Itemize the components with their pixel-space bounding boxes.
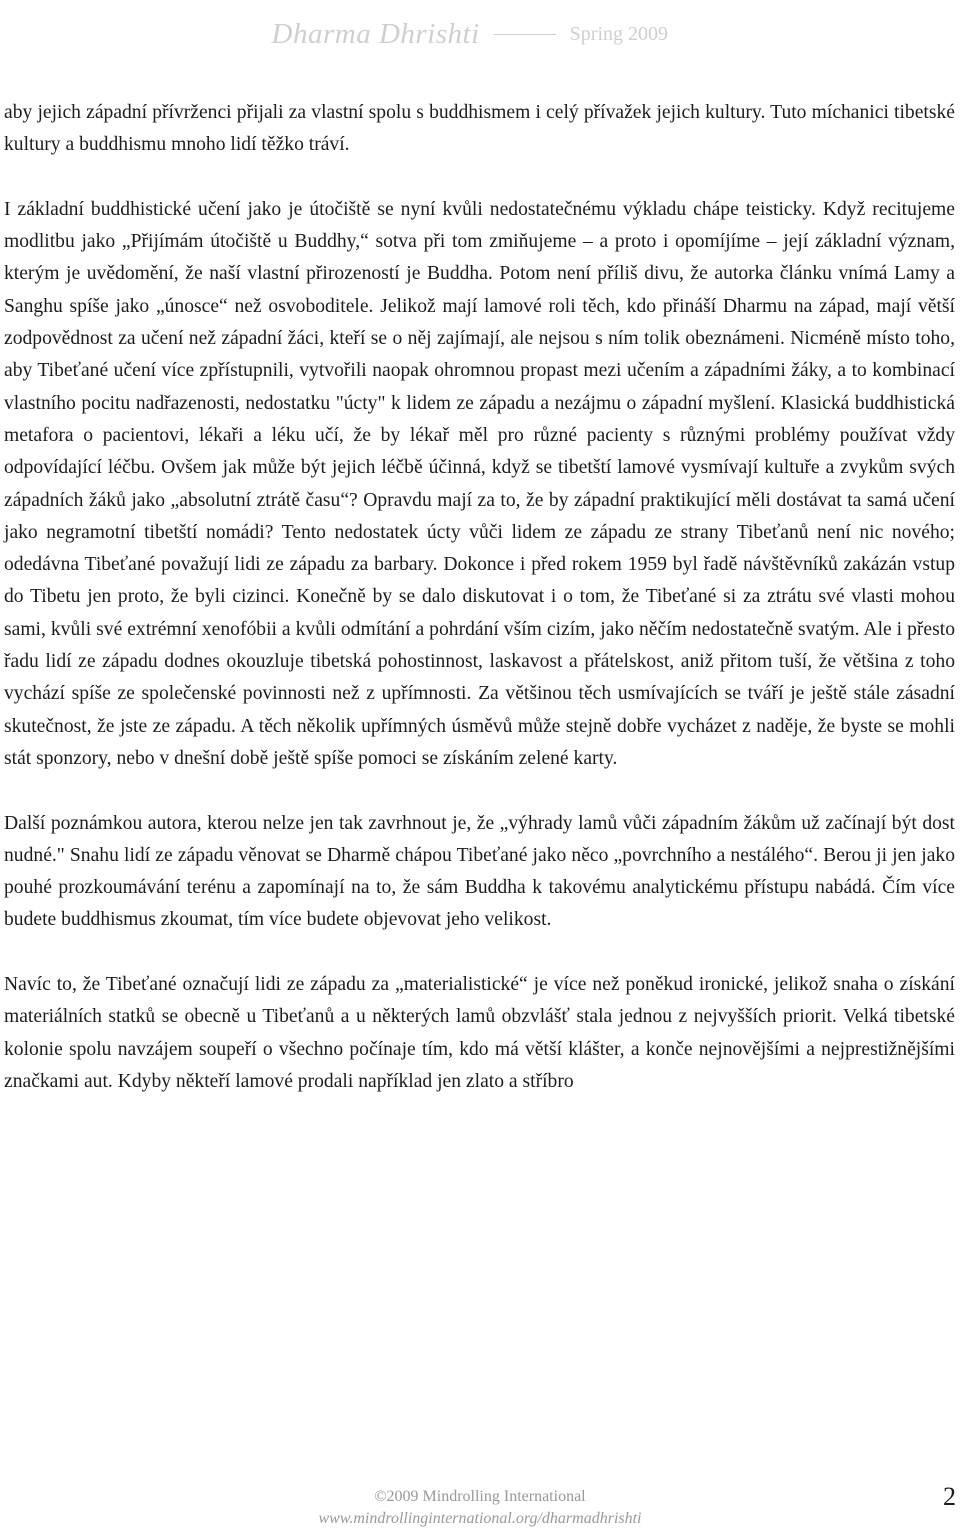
paragraph-4: Navíc to, že Tibeťané označují lidi ze západu za „materialistické“ je více než poněkud ironické, jelikož snaha o získání materiálních statků se obecně u Tibeťanů a u některých lamů obzvlášť stala jednou z nejvyšších priorit. Velká tibetské kolonie spolu navzájem soupeří o všechno počínaje tím, kdo má větší klášter, a konče nejnovějšími a nejprestižnějšími značkami aut. Kdyby někteří lamové prodali například jen zlato a stříbro — [4, 974, 955, 1092]
issue-season: Spring 2009 — [569, 22, 668, 45]
article-body — [4, 97, 955, 1131]
footer-copyright: ©2009 Mindrolling International — [374, 1488, 586, 1505]
header-rule — [494, 34, 556, 35]
running-header — [272, 14, 668, 54]
page-footer — [0, 1487, 960, 1531]
paragraph-2: I základní buddhistické učení jako je útočiště se nyní kvůli nedostatečnému výkladu chápe teisticky. Když recitujeme modlitbu jako „Přijímám útočiště u Buddhy,“ sotva při tom zmiňujeme – a proto i opomíjíme – její základní význam, kterým je uvědomění, že naší vlastní přirozeností je Buddha. Potom není příliš divu, že autorka článku vnímá Lamy a Sanghu spíše jako „únosce“ než osvoboditele. Jelikož mají lamové roli těch, kdo přináší Dharmu na západ, mají větší zodpovědnost za učení než západní žáci, kteří se o něj zajímají, ale nejsou s ním tolik obeznámeni. Nicméně místo toho, aby Tibeťané učení více zpřístupnili, vytvořili naopak ohromnou propast mezi učením a západními žáky, a to kombinací vlastního pocitu nadřazenosti, nedostatku "úcty" k lidem ze západu a nezájmu o západní myšlení. Klasická buddhistická metafora o pacientovi, lékaři a léku učí, že by lékař měl pro různé pacienty s různými problémy používat vždy odpovídající léčbu. Ovšem jak může být jejich léčbě účinná, když se tibetští lamové vysmívají kultuře a zvykům svých západních žáků jako „absolutní ztrátě času“? Opravdu mají za to, že by západní praktikující měli dostávat ta samá učení jako negramotní tibetští nomádi? Tento nedostatek úcty vůči lidem ze západu ze strany Tibeťanů není nic nového; odedávna Tibeťané považují lidi ze západu za barbary. Dokonce i před rokem 1959 byl řadě návštěvníků zakázán vstup do Tibetu jen proto, že byli cizinci. Konečně by se dalo diskutovat i o tom, že Tibeťané si za ztrátu své vlasti mohou sami, kvůli své extrémní xenofóbii a kvůli odmítání a pohrdání vším cizím, jako něčím nedostatečně svatým. Ale i přesto řadu lidí ze západu dodnes okouzluje tibetská pohostinnost, laskavost a přátelskost, aniž přitom tuší, že většina z toho vychází spíše ze společenské povinnosti než z upřímnosti. Za většinou těch usmívajících se tváří je ještě stále zásadní skutečnost, že jste ze západu. A těch několik upřímných úsměvů může stejně dobře vycházet z naděje, že byste se mohli stát sponzory, nebo v dnešní době ještě spíše pomoci se získáním zelené karty. — [4, 198, 955, 769]
footer-url: www.mindrollinginternational.org/dharmadhrishti — [318, 1510, 642, 1527]
page-number: 2 — [943, 1482, 956, 1511]
magazine-title: Dharma Dhrishti — [271, 17, 480, 50]
paragraph-1: aby jejich západní přívrženci přijali za vlastní spolu s buddhismem i celý přívažek jejich kultury. Tuto míchanici tibetské kultury a buddhismu mnoho lidí těžko tráví. — [4, 102, 955, 156]
paragraph-3: Další poznámkou autora, kterou nelze jen tak zavrhnout je, že „výhrady lamů vůči západním žákům už začínají být dost nudné." Snahu lidí ze západu věnovat se Dharmě chápou Tibeťané jako něco „povrchního a nestálého“. Berou ji jen jako pouhé prozkoumávání terénu a zapomínají na to, že sám Buddha k takovému analytickému přístupu nabádá. Čím více budete buddhismus zkoumat, tím více budete objevovat jeho velikost. — [4, 812, 955, 931]
